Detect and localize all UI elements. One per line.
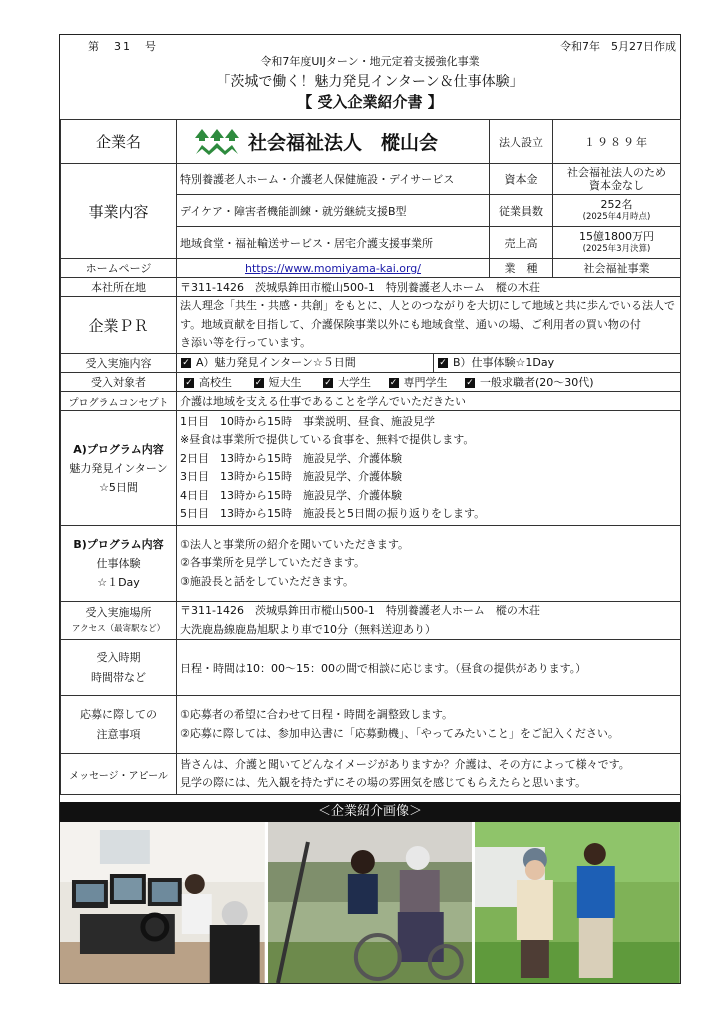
checkbox-icon[interactable]: ✓ [439,358,447,368]
program-type-a: ✓ A）魅力発見インターン☆５日間 [177,354,434,372]
established-label: 法人設立 [490,120,553,164]
sales-note: (2025年3月決算) [582,243,651,254]
program-b-label [61,526,177,602]
address-value: 〒311-1426 茨城県鉾田市樅山500-1 特別養護老人ホーム 樅の木荘 [177,278,681,297]
program-a-line: ※昼食は事業所で提供している食事を、無料で提供します。 [180,433,475,446]
program-b-sub: 仕事体験 [96,557,141,570]
project-name: 令和7年度UIJターン・地元定着支援強化事業 [260,55,480,68]
checkbox-icon[interactable]: ✓ [185,378,193,388]
capital-line2: 資本金なし [589,179,644,192]
pr-line: き添い等を行っています。 [180,336,312,350]
target-label: 受入対象者 [61,373,177,392]
sales-amount: 15億1800万円 [579,229,654,243]
document-sheet [59,34,681,984]
business-line: デイケア・障害者機能訓練・就労継続支援B型 [177,195,490,227]
program-a-days: ☆5日間 [99,480,138,494]
program-a-line: 5日目 13時から15時 施設長と5日間の振り返りをします。 [180,507,486,520]
address-label: 本社所在地 [61,278,177,297]
access-value: 大洗鹿島線鹿島旭駅より車で10分（無料送迎あり） [180,622,436,636]
notes-label-cell [61,696,177,754]
program-a-title: A)プログラム内容 [73,442,164,456]
employees-count: 252名 [600,197,633,211]
established-year: １９８９年 [553,120,681,164]
period-label: 受入時期 [96,650,141,664]
photo-walking-together [475,822,680,983]
period-label-sub: 時間帯など [91,670,146,684]
company-name-label: 企業名 [61,120,177,164]
place-label-cell [61,602,177,640]
program-type-cell [177,354,681,373]
document-title: 【 受入企業紹介書 】 [297,93,443,111]
target-option: 高校生 [199,376,232,389]
business-line: 地域食堂・福祉輸送サービス・居宅介護支援事業所 [177,227,490,259]
business-line: 特別養護老人ホーム・介護老人保健施設・デイサービス [177,164,490,195]
message-label: メッセージ・アピール [61,754,177,795]
target-cell [177,373,681,392]
notes-label: 応募に際しての [80,707,157,721]
checkbox-icon[interactable]: ✓ [324,378,332,388]
program-b-line: ②各事業所を見学していただきます。 [180,556,365,570]
concept-label: プログラムコンセプト [61,392,177,411]
place-cell [177,602,681,640]
program-title: 「茨城で働く！魅力発見インターン＆仕事体験」 [216,74,524,90]
industry-value: 社会福祉事業 [553,259,681,278]
sales-cell [553,227,681,259]
photo-gallery [60,822,680,983]
program-b-title: B)プログラム内容 [73,538,164,551]
notes-line: ①応募者の希望に合わせて日程・時間を調整致します。 [180,708,453,721]
logo-icon [194,127,240,157]
employees-label: 従業員数 [490,195,553,227]
program-a-line: 4日目 13時から15時 施設見学、介護体験 [180,488,402,502]
target-option: 一般求職者(20～30代) [480,376,594,389]
sales-label: 売上高 [490,227,553,259]
capital-line1: 社会福祉法人のため [567,166,666,179]
target-option: 専門学生 [403,376,448,389]
pr-line: 法人理念「共生・共感・共創」をもとに、人とのつながりを大切にして地域と共に歩んでいる法人で [180,299,675,313]
concept-value: 介護は地域を支える仕事であることを学んでいただきたい [177,392,681,411]
program-a-line: 1日目 10時から15時 事業説明、昼食、施設見学 [180,414,435,428]
checkbox-icon[interactable]: ✓ [389,378,398,388]
pr-text [177,297,681,354]
notes-line: ②応募に際しては、参加申込書に「応募動機」、「やってみたいこと」をご記入ください。 [180,726,619,740]
images-banner: ＜企業紹介画像＞ [60,802,680,822]
employees-note: (2025年4月時点) [582,211,651,222]
program-b-line: ①法人と事業所の紹介を聞いていただきます。 [180,537,409,551]
industry-label: 業 種 [490,259,553,278]
homepage-label: ホームページ [61,259,177,278]
message-content [177,754,681,795]
notes-label-sub: 注意事項 [96,727,141,741]
program-b-days: ☆１Day [97,576,140,589]
document-header [60,35,680,120]
message-line: 見学の際には、先入観を持たずにその場の雰囲気を感じてもらえたらと思います。 [180,776,587,789]
photo-driving-simulator [60,822,265,983]
target-option: 大学生 [338,376,371,389]
program-b-content [177,526,681,602]
checkbox-icon[interactable]: ✓ [182,358,190,368]
place-value: 〒311-1426 茨城県鉾田市樅山500-1 特別養護老人ホーム 樅の木荘 [180,604,540,617]
program-a-line: 3日目 13時から15時 施設見学、介護体験 [180,470,402,483]
capital-cell [553,164,681,195]
checkbox-icon[interactable]: ✓ [254,378,263,388]
capital-label: 資本金 [490,164,553,195]
program-a-sub: 魅力発見インターン [69,461,168,475]
company-info-table [60,119,681,795]
program-a-content [177,411,681,526]
program-type-b: ✓ B）仕事体験☆1Day [439,356,555,369]
period-label-cell [61,640,177,696]
homepage-cell [177,259,490,278]
program-type-label: 受入実施内容 [61,354,177,373]
pr-line: す。地域貢献を目指して、介護保険事業以外にも地域食堂、通いの場、ご利用者の買い物の付 [180,317,641,331]
pr-label: 企業ＰＲ [61,297,177,354]
access-label: アクセス（最寄駅など） [71,623,166,634]
place-label: 受入実施場所 [85,605,152,619]
program-a-line: 2日目 13時から15時 施設見学、介護体験 [180,451,402,465]
created-date: 令和7年 5月27日作成 [560,40,676,53]
period-value: 日程・時間は10：00～15：00の間で相談に応じます。（昼食の提供があります。） [177,640,681,696]
notes-content [177,696,681,754]
homepage-link[interactable]: https://www.momiyama-kai.org/ [244,261,422,275]
photo-wheelchair-care [268,822,473,983]
target-option: 短大生 [268,376,302,389]
issue-number: 第 31 号 [88,40,158,53]
company-name: 社会福祉法人 樅山会 [248,132,439,154]
message-line: 皆さんは、介護と聞いてどんなイメージがありますか？介護は、その方によって様々です。 [180,757,630,771]
checkbox-icon[interactable]: ✓ [466,378,474,388]
company-name-cell [177,120,490,164]
program-a-label [61,411,177,526]
business-label: 事業内容 [61,164,177,259]
employees-cell [553,195,681,227]
program-b-line: ③施設長と話をしていただきます。 [180,574,354,588]
